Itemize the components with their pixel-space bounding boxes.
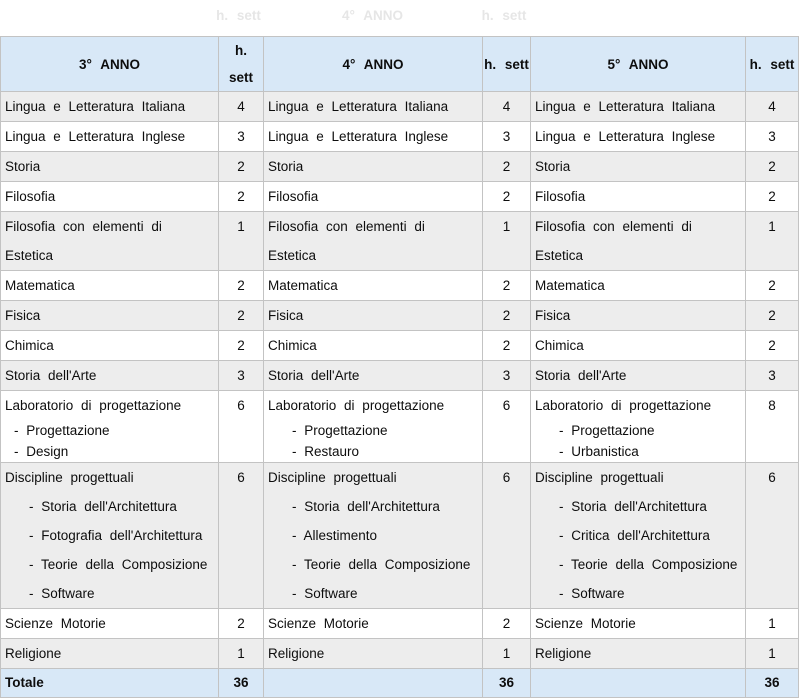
- column-header-anno: 3° ANNO: [1, 37, 219, 92]
- subject-cell: [1, 361, 219, 391]
- subject-label: Fisica: [535, 308, 571, 323]
- hours-cell: [746, 92, 799, 122]
- hours-cell: [746, 182, 799, 212]
- subject-sub-item: - Progettazione: [559, 423, 655, 438]
- table-row: [1, 463, 799, 609]
- hours-value: 2: [237, 159, 245, 174]
- subject-sub-item: - Software: [559, 586, 625, 601]
- subject-sub-item: - Allestimento: [292, 528, 378, 543]
- curriculum-table: [0, 36, 799, 698]
- subject-sub-item: - Teorie della Composizione: [29, 557, 208, 572]
- hours-value: 2: [237, 616, 245, 631]
- column-header-anno: 5° ANNO: [531, 37, 746, 92]
- hours-value: 3: [768, 129, 776, 144]
- subject-cell: [1, 301, 219, 331]
- subject-cell: [1, 212, 219, 271]
- hours-cell: [746, 122, 799, 152]
- hours-cell: [746, 639, 799, 669]
- subject-sub-item: - Storia dell'Architettura: [29, 499, 177, 514]
- subject-label: Religione: [268, 646, 325, 661]
- subject-cell: [264, 152, 483, 182]
- subject-cell: [264, 391, 483, 463]
- subject-cell: [1, 122, 219, 152]
- subject-cell: [531, 212, 746, 271]
- hours-cell: [219, 182, 264, 212]
- hours-value: 2: [768, 189, 776, 204]
- subject-label: Fisica: [268, 308, 304, 323]
- table-row: [1, 92, 799, 122]
- hours-value: 1: [502, 219, 511, 234]
- subject-label: Filosofia: [268, 189, 319, 204]
- hours-cell: [483, 391, 531, 463]
- subject-cell: [264, 331, 483, 361]
- hours-value: 2: [237, 189, 245, 204]
- table-row: [1, 271, 799, 301]
- subject-label: Storia dell'Arte: [535, 368, 627, 383]
- subject-cell: [264, 182, 483, 212]
- column-header-hsett: h. sett: [746, 37, 799, 92]
- subject-cell: [1, 331, 219, 361]
- subject-label: Scienze Motorie: [535, 616, 636, 631]
- table-row: [1, 152, 799, 182]
- subject-label: Discipline progettuali: [535, 470, 664, 485]
- hours-cell: [483, 271, 531, 301]
- hours-cell: [483, 212, 531, 271]
- hours-value: 8: [768, 398, 776, 413]
- total-hours-cell: [746, 669, 799, 698]
- hours-cell: [483, 639, 531, 669]
- hours-value: 6: [237, 470, 245, 485]
- subject-label: Filosofia con elementi di Estetica: [5, 219, 162, 263]
- subject-cell: [1, 182, 219, 212]
- subject-label: Laboratorio di progettazione: [268, 398, 445, 413]
- subject-label: Scienze Motorie: [268, 616, 369, 631]
- hours-cell: [219, 212, 264, 271]
- hours-value: 1: [768, 646, 776, 661]
- hours-cell: [483, 361, 531, 391]
- subject-sub-item: - Critica dell'Architettura: [559, 528, 710, 543]
- total-hours-cell: [219, 669, 264, 698]
- subject-sub-item: - Storia dell'Architettura: [292, 499, 440, 514]
- subject-cell: [531, 152, 746, 182]
- hours-value: 6: [237, 398, 245, 413]
- hours-value: 1: [768, 616, 776, 631]
- hours-value: 3: [502, 129, 511, 144]
- subject-cell: [531, 301, 746, 331]
- hours-cell: [746, 609, 799, 639]
- subject-label: Filosofia con elementi di Estetica: [268, 219, 425, 263]
- hours-value: 1: [768, 219, 776, 234]
- subject-label: Lingua e Letteratura Italiana: [268, 99, 449, 114]
- hours-cell: [483, 92, 531, 122]
- hours-cell: [483, 301, 531, 331]
- subject-label: Storia dell'Arte: [5, 368, 97, 383]
- subject-sub-item: - Urbanistica: [559, 444, 639, 459]
- subject-cell: [531, 639, 746, 669]
- subject-label: Lingua e Letteratura Inglese: [535, 129, 716, 144]
- hours-cell: [483, 463, 531, 609]
- table-row: [1, 212, 799, 271]
- hours-value: 2: [502, 189, 511, 204]
- subject-label: Filosofia con elementi di Estetica: [535, 219, 692, 263]
- subject-cell: [531, 331, 746, 361]
- table-row: [1, 122, 799, 152]
- hours-cell: [483, 152, 531, 182]
- subject-label: Matematica: [268, 278, 338, 293]
- subject-label: Religione: [535, 646, 592, 661]
- total-hours-value: 36: [764, 675, 780, 690]
- hours-value: 6: [502, 398, 511, 413]
- total-empty-cell: [531, 669, 746, 698]
- column-header-hsett: h. sett: [483, 37, 531, 92]
- subject-cell: [264, 609, 483, 639]
- header-row: [1, 37, 799, 92]
- subject-cell: [531, 122, 746, 152]
- hours-cell: [746, 463, 799, 609]
- hours-value: 4: [502, 99, 511, 114]
- hours-value: 1: [502, 646, 511, 661]
- hours-value: 2: [502, 616, 511, 631]
- subject-cell: [531, 391, 746, 463]
- ghost-header-artifact: [0, 2, 798, 30]
- subject-sub-item: - Design: [14, 444, 69, 459]
- subject-sub-item: - Software: [29, 586, 95, 601]
- subject-cell: [264, 361, 483, 391]
- table-body: [1, 92, 799, 698]
- hours-value: 4: [768, 99, 776, 114]
- hours-value: 4: [237, 99, 245, 114]
- subject-label: Matematica: [535, 278, 605, 293]
- hours-cell: [219, 361, 264, 391]
- subject-label: Lingua e Letteratura Italiana: [535, 99, 716, 114]
- subject-cell: [264, 301, 483, 331]
- subject-sub-item: - Restauro: [292, 444, 360, 459]
- hours-cell: [746, 212, 799, 271]
- subject-cell: [264, 212, 483, 271]
- subject-cell: [264, 92, 483, 122]
- hours-cell: [746, 152, 799, 182]
- subject-cell: [531, 609, 746, 639]
- hours-value: 2: [768, 308, 776, 323]
- subject-sub-item: - Teorie della Composizione: [292, 557, 471, 572]
- column-header-hsett: h. sett: [219, 37, 264, 92]
- hours-value: 2: [237, 338, 245, 353]
- table-row: [1, 301, 799, 331]
- column-header-anno: 4° ANNO: [264, 37, 483, 92]
- subject-label: Chimica: [268, 338, 317, 353]
- hours-value: 2: [768, 278, 776, 293]
- hours-cell: [219, 152, 264, 182]
- table-row: [1, 331, 799, 361]
- subject-label: Discipline progettuali: [5, 470, 134, 485]
- subject-label: Chimica: [5, 338, 54, 353]
- subject-label: Storia: [5, 159, 41, 174]
- subject-label: Discipline progettuali: [268, 470, 397, 485]
- hours-cell: [219, 639, 264, 669]
- table-row: [1, 639, 799, 669]
- total-hours-value: 36: [498, 675, 515, 690]
- subject-label: Laboratorio di progettazione: [5, 398, 182, 413]
- subject-cell: [531, 361, 746, 391]
- hours-value: 2: [768, 338, 776, 353]
- hours-value: 2: [237, 278, 245, 293]
- hours-value: 2: [768, 159, 776, 174]
- subject-label: Lingua e Letteratura Inglese: [5, 129, 186, 144]
- subject-cell: [531, 92, 746, 122]
- hours-cell: [746, 271, 799, 301]
- subject-cell: [531, 463, 746, 609]
- table-row: [1, 361, 799, 391]
- subject-cell: [1, 609, 219, 639]
- hours-cell: [483, 182, 531, 212]
- hours-cell: [219, 609, 264, 639]
- hours-value: 6: [502, 470, 511, 485]
- subject-label: Storia: [268, 159, 304, 174]
- hours-cell: [746, 331, 799, 361]
- total-label: Totale: [5, 675, 44, 690]
- table-row: [1, 391, 799, 463]
- subject-cell: [1, 639, 219, 669]
- subject-cell: [1, 391, 219, 463]
- subject-cell: [1, 92, 219, 122]
- hours-value: 2: [502, 278, 511, 293]
- ghost-header-hsett-2: h. sett: [481, 8, 527, 23]
- subject-label: Chimica: [535, 338, 584, 353]
- hours-cell: [746, 301, 799, 331]
- ghost-header-hsett-1: h. sett: [216, 8, 261, 23]
- subject-label: Scienze Motorie: [5, 616, 106, 631]
- hours-value: 2: [502, 338, 511, 353]
- hours-value: 3: [237, 129, 245, 144]
- total-empty-cell: [264, 669, 483, 698]
- subject-sub-item: - Software: [292, 586, 358, 601]
- subject-cell: [1, 463, 219, 609]
- hours-cell: [219, 331, 264, 361]
- subject-label: Fisica: [5, 308, 41, 323]
- hours-cell: [219, 271, 264, 301]
- table-row: [1, 182, 799, 212]
- hours-value: 3: [768, 368, 776, 383]
- hours-cell: [219, 463, 264, 609]
- table-row: [1, 609, 799, 639]
- subject-sub-item: - Teorie della Composizione: [559, 557, 738, 572]
- hours-value: 1: [237, 219, 245, 234]
- subject-sub-item: - Fotografia dell'Architettura: [29, 528, 203, 543]
- hours-value: 6: [768, 470, 776, 485]
- total-hours-cell: [483, 669, 531, 698]
- hours-cell: [219, 122, 264, 152]
- hours-value: 2: [237, 308, 245, 323]
- hours-cell: [219, 301, 264, 331]
- hours-value: 2: [502, 308, 511, 323]
- total-hours-value: 36: [233, 675, 249, 690]
- hours-value: 2: [502, 159, 511, 174]
- hours-cell: [219, 92, 264, 122]
- subject-cell: [1, 271, 219, 301]
- hours-cell: [483, 331, 531, 361]
- hours-value: 3: [502, 368, 511, 383]
- subject-label: Laboratorio di progettazione: [535, 398, 712, 413]
- subject-sub-item: - Progettazione: [14, 423, 110, 438]
- hours-cell: [746, 391, 799, 463]
- ghost-header-anno: 4° ANNO: [342, 8, 403, 23]
- subject-cell: [264, 639, 483, 669]
- subject-cell: [264, 122, 483, 152]
- subject-sub-item: - Progettazione: [292, 423, 388, 438]
- hours-value: 1: [237, 646, 245, 661]
- total-label-cell: [1, 669, 219, 698]
- subject-label: Lingua e Letteratura Italiana: [5, 99, 186, 114]
- hours-cell: [483, 122, 531, 152]
- subject-label: Storia: [535, 159, 571, 174]
- subject-sub-item: - Storia dell'Architettura: [559, 499, 707, 514]
- total-row: [1, 669, 799, 698]
- subject-label: Filosofia: [5, 189, 56, 204]
- subject-label: Lingua e Letteratura Inglese: [268, 129, 449, 144]
- subject-cell: [264, 463, 483, 609]
- subject-cell: [531, 182, 746, 212]
- subject-label: Religione: [5, 646, 62, 661]
- table-header: [1, 37, 799, 92]
- subject-cell: [531, 271, 746, 301]
- hours-value: 3: [237, 368, 245, 383]
- subject-label: Storia dell'Arte: [268, 368, 360, 383]
- hours-cell: [219, 391, 264, 463]
- hours-cell: [483, 609, 531, 639]
- subject-label: Filosofia: [535, 189, 586, 204]
- subject-cell: [264, 271, 483, 301]
- subject-label: Matematica: [5, 278, 75, 293]
- hours-cell: [746, 361, 799, 391]
- subject-cell: [1, 152, 219, 182]
